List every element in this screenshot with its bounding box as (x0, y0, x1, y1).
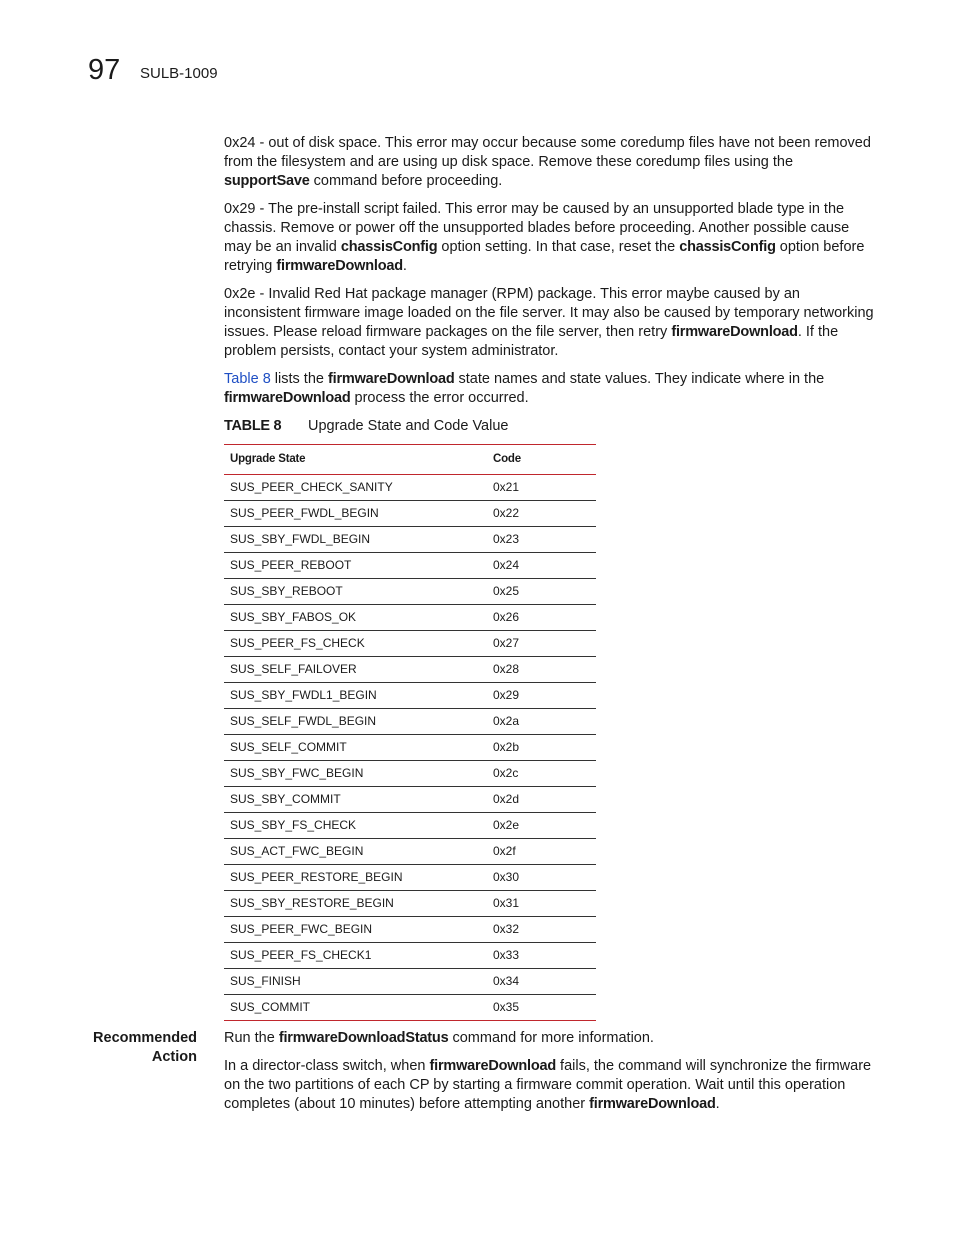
command-firmwaredownload: firmwareDownload (589, 1096, 716, 1112)
cell-code: 0x33 (487, 943, 596, 969)
cell-code: 0x34 (487, 969, 596, 995)
recommended-paragraph-1: Run the firmwareDownloadStatus command for more information. (224, 1030, 654, 1046)
table-caption (224, 417, 874, 436)
main-content (224, 134, 874, 1021)
cell-upgrade-state: SUS_SBY_RESTORE_BEGIN (224, 891, 487, 917)
page-number: 97 (88, 54, 121, 86)
cell-upgrade-state: SUS_PEER_FWDL_BEGIN (224, 501, 487, 527)
cell-upgrade-state: SUS_SBY_FS_CHECK (224, 813, 487, 839)
command-firmwaredownloadstatus: firmwareDownloadStatus (278, 1030, 449, 1046)
cell-upgrade-state: SUS_SBY_FABOS_OK (224, 605, 487, 631)
table-row (224, 553, 596, 579)
table-row (224, 527, 596, 553)
cell-code: 0x28 (487, 657, 596, 683)
cell-code: 0x26 (487, 605, 596, 631)
upgrade-state-table (224, 444, 596, 1021)
cell-code: 0x30 (487, 865, 596, 891)
column-header-upgrade-state: Upgrade State (224, 445, 487, 475)
cell-upgrade-state: SUS_ACT_FWC_BEGIN (224, 839, 487, 865)
paragraph-error-0x29: 0x29 - The pre-install script failed. This error may be caused by an unsupported blade type in the chassis. Remove or power off the unsupported blades before proceeding. Another possible cause may be an invalid chassisConfig option setting. In that case, reset the chassisConfig option before retrying firmwareDownload. (224, 201, 865, 274)
table-row (224, 787, 596, 813)
command-chassisconfig: chassisConfig (679, 239, 776, 255)
table-tag: TABLE 8 (224, 418, 282, 434)
table-row (224, 891, 596, 917)
table-row (224, 709, 596, 735)
table-header-row (224, 445, 596, 475)
cell-code: 0x35 (487, 995, 596, 1021)
cell-upgrade-state: SUS_SELF_COMMIT (224, 735, 487, 761)
cell-upgrade-state: SUS_PEER_RESTORE_BEGIN (224, 865, 487, 891)
table-row (224, 657, 596, 683)
command-firmwaredownload: firmwareDownload (327, 371, 455, 387)
cell-code: 0x22 (487, 501, 596, 527)
column-header-code: Code (487, 445, 596, 475)
table-8-link[interactable]: Table 8 (224, 371, 271, 387)
cell-code: 0x2d (487, 787, 596, 813)
table-row (224, 683, 596, 709)
command-chassisconfig: chassisConfig (340, 239, 438, 255)
command-firmwaredownload: firmwareDownload (276, 258, 403, 274)
cell-code: 0x21 (487, 475, 596, 501)
cell-upgrade-state: SUS_PEER_FS_CHECK (224, 631, 487, 657)
paragraph-table-intro: Table 8 lists the firmwareDownload state names and state values. They indicate where in the firmwareDownload process the error occurred. (224, 371, 825, 406)
command-supportsave: supportSave (224, 173, 310, 189)
table-row (224, 735, 596, 761)
cell-upgrade-state: SUS_SBY_FWC_BEGIN (224, 761, 487, 787)
cell-code: 0x23 (487, 527, 596, 553)
table-row (224, 761, 596, 787)
table-row (224, 631, 596, 657)
cell-upgrade-state: SUS_COMMIT (224, 995, 487, 1021)
cell-upgrade-state: SUS_PEER_FS_CHECK1 (224, 943, 487, 969)
cell-upgrade-state: SUS_PEER_CHECK_SANITY (224, 475, 487, 501)
cell-upgrade-state: SUS_SBY_COMMIT (224, 787, 487, 813)
cell-code: 0x2e (487, 813, 596, 839)
paragraph-error-0x24: 0x24 - out of disk space. This error may occur because some coredump files have not been removed from the filesystem and are using up disk space. Remove these coredump files using the supportSave command before proceeding. (224, 135, 871, 189)
cell-upgrade-state: SUS_SBY_FWDL1_BEGIN (224, 683, 487, 709)
recommended-action-label: Recommended Action (93, 1030, 197, 1065)
paragraph-error-0x2e: 0x2e - Invalid Red Hat package manager (RPM) package. This error maybe caused by an inconsistent firmware image loaded on the file server. It may also be caused by temporary networking issues. Please reload firmware packages on the file server, then retry firmwareDownload. If the problem persists, contact your system administrator. (224, 286, 874, 359)
cell-code: 0x27 (487, 631, 596, 657)
cell-code: 0x32 (487, 917, 596, 943)
table-row (224, 969, 596, 995)
table-body (224, 475, 596, 1021)
cell-code: 0x29 (487, 683, 596, 709)
table-row (224, 579, 596, 605)
table-row (224, 605, 596, 631)
table-row (224, 839, 596, 865)
cell-upgrade-state: SUS_SBY_FWDL_BEGIN (224, 527, 487, 553)
cell-code: 0x2f (487, 839, 596, 865)
cell-code: 0x25 (487, 579, 596, 605)
recommended-action-body (224, 1029, 874, 1123)
cell-code: 0x2c (487, 761, 596, 787)
cell-code: 0x24 (487, 553, 596, 579)
table-row (224, 917, 596, 943)
recommended-paragraph-2: In a director-class switch, when firmwareDownload fails, the command will synchronize the firmware on the two partitions of each CP by starting a firmware commit operation. Wait until this operation completes (about 10 minutes) before attempting another firmwareDownload. (224, 1058, 872, 1112)
command-firmwaredownload: firmwareDownload (429, 1058, 557, 1074)
cell-upgrade-state: SUS_PEER_REBOOT (224, 553, 487, 579)
cell-upgrade-state: SUS_FINISH (224, 969, 487, 995)
cell-upgrade-state: SUS_SELF_FAILOVER (224, 657, 487, 683)
table-row (224, 995, 596, 1021)
document-id: SULB-1009 (140, 65, 218, 82)
table-row (224, 865, 596, 891)
cell-upgrade-state: SUS_SBY_REBOOT (224, 579, 487, 605)
table-row (224, 943, 596, 969)
cell-upgrade-state: SUS_SELF_FWDL_BEGIN (224, 709, 487, 735)
cell-code: 0x2b (487, 735, 596, 761)
command-firmwaredownload: firmwareDownload (224, 390, 351, 406)
table-row (224, 475, 596, 501)
command-firmwaredownload: firmwareDownload (671, 324, 798, 340)
cell-code: 0x31 (487, 891, 596, 917)
table-row (224, 813, 596, 839)
cell-upgrade-state: SUS_PEER_FWC_BEGIN (224, 917, 487, 943)
cell-code: 0x2a (487, 709, 596, 735)
table-row (224, 501, 596, 527)
table-title: Upgrade State and Code Value (308, 418, 509, 434)
